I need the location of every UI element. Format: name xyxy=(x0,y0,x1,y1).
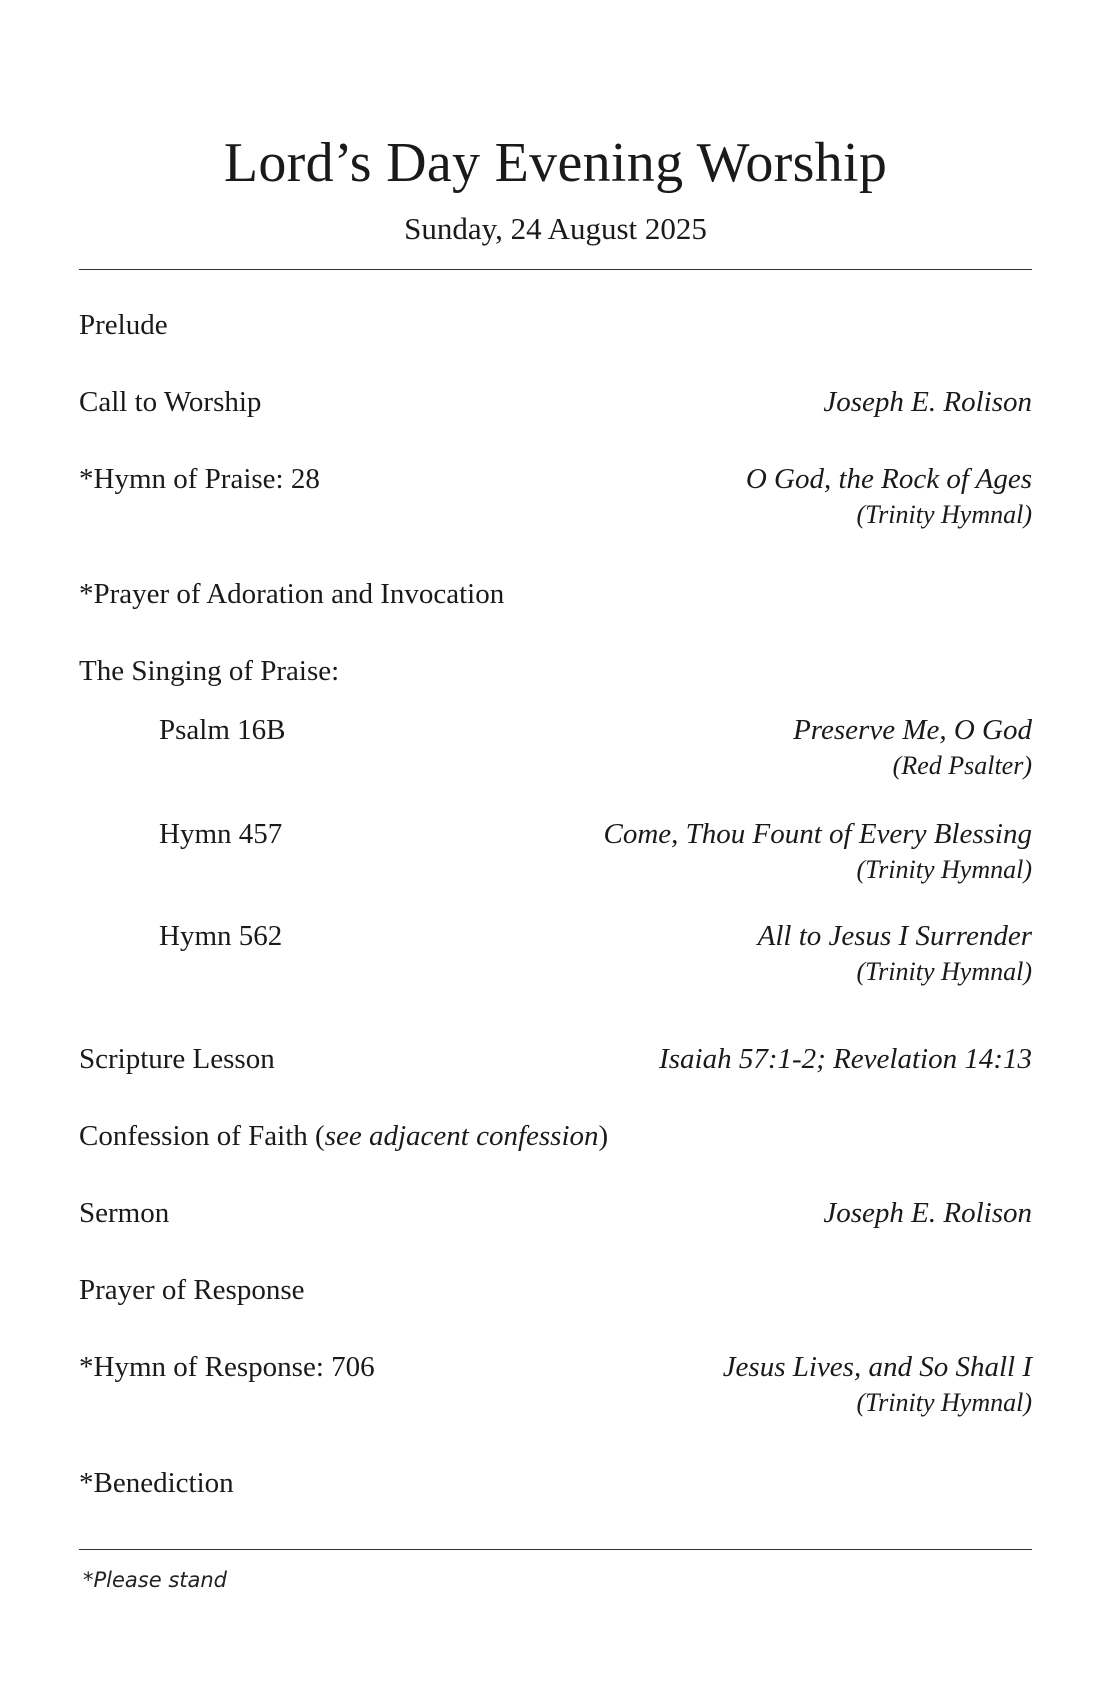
footnote-please-stand: *Please stand xyxy=(83,1568,228,1592)
order-item-label: *Hymn of Praise: 28 xyxy=(79,463,320,495)
confession-note: see adjacent confession xyxy=(324,1120,599,1152)
hymn-details xyxy=(746,461,1032,533)
praise-item-title: All to Jesus I Surrender xyxy=(757,920,1032,952)
praise-item-source: (Trinity Hymnal) xyxy=(856,855,1032,884)
hymn-details xyxy=(723,1349,1032,1421)
bulletin-page xyxy=(79,0,1032,1700)
praise-item-source: (Trinity Hymnal) xyxy=(856,957,1032,986)
praise-item-number: Hymn 457 xyxy=(159,818,283,850)
order-item-label: Prayer of Response xyxy=(79,1274,305,1306)
hymn-title: O God, the Rock of Ages xyxy=(745,463,1032,495)
hymn-source: (Trinity Hymnal) xyxy=(856,1388,1032,1417)
praise-item-title: Preserve Me, O God xyxy=(793,714,1032,746)
praise-item-details xyxy=(603,816,1032,888)
praise-item-number: Psalm 16B xyxy=(159,714,286,746)
service-date: Sunday, 24 August 2025 xyxy=(404,211,707,246)
praise-item-details xyxy=(758,918,1032,990)
top-divider xyxy=(79,269,1032,270)
preacher-name: Joseph E. Rolison xyxy=(823,1197,1032,1229)
order-item-label: Prelude xyxy=(79,309,168,341)
leader-name: Joseph E. Rolison xyxy=(823,386,1032,418)
order-item-label: *Prayer of Adoration and Invocation xyxy=(79,578,505,610)
bottom-divider xyxy=(79,1549,1032,1550)
order-item-label: The Singing of Praise: xyxy=(79,655,340,687)
praise-item-title: Come, Thou Fount of Every Blessing xyxy=(603,818,1032,850)
scripture-reference: Isaiah 57:1-2; Revelation 14:13 xyxy=(659,1043,1032,1075)
order-item-label: Call to Worship xyxy=(79,386,262,418)
praise-item-number: Hymn 562 xyxy=(159,920,283,952)
order-item-label: *Hymn of Response: 706 xyxy=(79,1351,375,1383)
order-item-label: Sermon xyxy=(79,1197,170,1229)
praise-item-source: (Red Psalter) xyxy=(892,751,1032,780)
order-item-label: *Benediction xyxy=(79,1467,234,1499)
order-item-label: Confession of Faith (see adjacent confession) xyxy=(79,1120,609,1152)
order-item-label: Scripture Lesson xyxy=(79,1043,275,1075)
hymn-source: (Trinity Hymnal) xyxy=(856,500,1032,529)
hymn-title: Jesus Lives, and So Shall I xyxy=(722,1351,1032,1383)
praise-item-details xyxy=(793,712,1032,784)
page-title: Lord’s Day Evening Worship xyxy=(223,132,888,194)
